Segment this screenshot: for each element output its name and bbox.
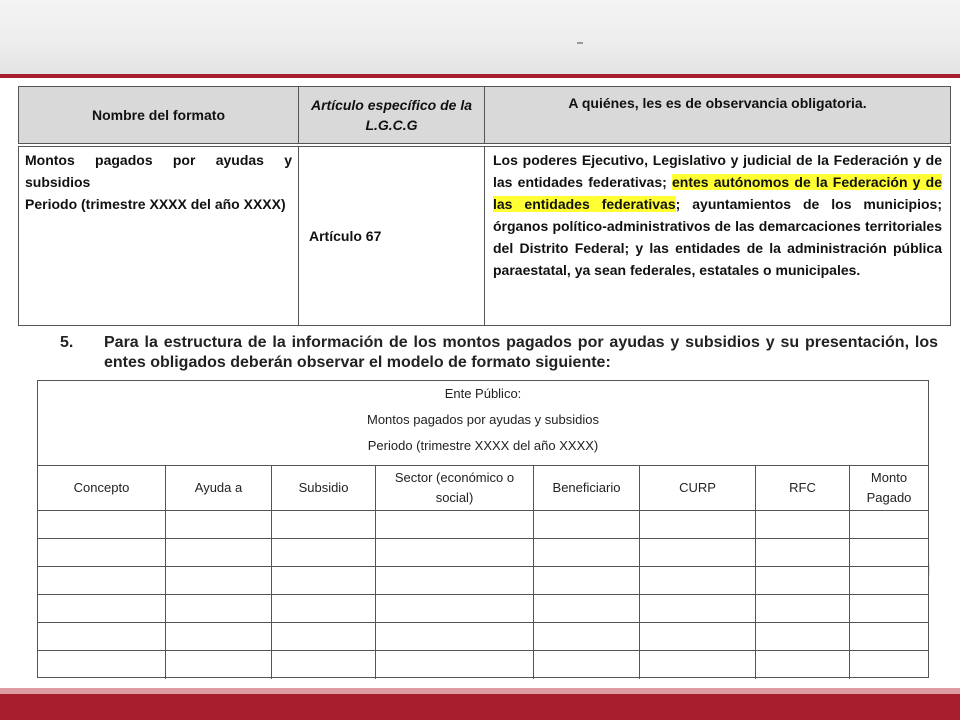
col-header-subsidio: Subsidio xyxy=(272,466,376,511)
empty-cell xyxy=(640,651,756,679)
empty-cell xyxy=(640,511,756,539)
observancia-highlight: entes autónomos de la Federación y de las entidades federativas xyxy=(493,174,943,212)
col-header-beneficiario: Beneficiario xyxy=(534,466,640,511)
empty-cell xyxy=(534,539,640,567)
top-accent-line xyxy=(0,74,960,78)
format-ente-publico: Ente Público: xyxy=(444,386,522,401)
format-grid xyxy=(38,466,928,679)
empty-cell xyxy=(166,539,272,567)
articulo-cell: Artículo 67 xyxy=(299,147,485,325)
empty-cell xyxy=(850,595,928,623)
empty-cell xyxy=(272,651,376,679)
empty-cell xyxy=(38,595,166,623)
section-text: Para la estructura de la información de los montos pagados por ayudas y subsidios y su presentación, los entes obligados deberán observar el modelo de formato siguiente: xyxy=(104,334,938,371)
empty-cell xyxy=(166,567,272,595)
empty-cell xyxy=(534,511,640,539)
empty-cell xyxy=(534,623,640,651)
empty-cell xyxy=(376,595,534,623)
nombre-cell xyxy=(19,147,299,325)
nombre-line1: Montos pagados por ayudas y subsidios xyxy=(25,152,292,190)
empty-cell xyxy=(850,623,928,651)
col-header-rfc: RFC xyxy=(756,466,850,511)
observancia-text-a: Los poderes Ejecutivo, Legislativo y judicial de la Federación y de las entidades federativas; xyxy=(493,152,942,190)
empty-cell xyxy=(850,651,928,679)
formato-header-row xyxy=(18,86,951,144)
nombre-line2: Periodo (trimestre XXXX del año XXXX) xyxy=(25,196,286,212)
empty-cell xyxy=(534,567,640,595)
empty-cell xyxy=(756,651,850,679)
empty-cell xyxy=(756,511,850,539)
empty-cell xyxy=(850,511,928,539)
empty-cell xyxy=(640,595,756,623)
empty-cell xyxy=(640,623,756,651)
col-header-curp: CURP xyxy=(640,466,756,511)
empty-cell xyxy=(38,567,166,595)
empty-cell xyxy=(166,651,272,679)
empty-cell xyxy=(376,511,534,539)
empty-cell xyxy=(376,623,534,651)
empty-cell xyxy=(756,567,850,595)
col-header-sector: Sector (económico o social) xyxy=(376,466,534,511)
header-observancia: A quiénes, les es de observancia obligatoria. xyxy=(568,95,867,111)
header-nombre: Nombre del formato xyxy=(19,87,299,143)
empty-cell xyxy=(850,567,928,595)
empty-cell xyxy=(376,539,534,567)
empty-cell xyxy=(534,595,640,623)
empty-cell xyxy=(166,511,272,539)
empty-cell xyxy=(640,539,756,567)
observancia-text-b: ; ayuntamientos de los municipios; órganos político-administrativos de las demarcaciones territoriales del Distrito Federal; y las entidades de la administración pública paraestatal, ya sean federales, estatales o municipales. xyxy=(493,196,942,278)
header-articulo: Artículo específico de la L.G.C.G xyxy=(299,87,485,143)
empty-cell xyxy=(272,623,376,651)
formato-data-row xyxy=(18,146,951,326)
top-band xyxy=(0,0,960,76)
empty-cell xyxy=(756,623,850,651)
empty-cell xyxy=(272,511,376,539)
empty-cell xyxy=(376,567,534,595)
empty-cell xyxy=(376,651,534,679)
empty-cell xyxy=(38,511,166,539)
format-subtitle: Montos pagados por ayudas y subsidios xyxy=(367,412,599,427)
empty-cell xyxy=(850,539,928,567)
bottom-accent-band xyxy=(0,694,960,720)
section-number: 5. xyxy=(60,334,74,351)
empty-cell xyxy=(38,651,166,679)
format-model-table xyxy=(37,380,929,678)
format-title-block xyxy=(38,381,928,466)
col-header-monto: Monto Pagado xyxy=(850,466,928,511)
empty-cell xyxy=(534,651,640,679)
empty-cell xyxy=(166,623,272,651)
empty-cell xyxy=(38,623,166,651)
empty-cell xyxy=(756,595,850,623)
empty-cell xyxy=(166,595,272,623)
empty-cell xyxy=(272,567,376,595)
col-header-concepto: Concepto xyxy=(38,466,166,511)
empty-cell xyxy=(272,539,376,567)
col-header-ayuda: Ayuda a xyxy=(166,466,272,511)
empty-cell xyxy=(756,539,850,567)
decorative-dash xyxy=(577,42,583,44)
empty-cell xyxy=(272,595,376,623)
empty-cell xyxy=(640,567,756,595)
empty-cell xyxy=(38,539,166,567)
format-periodo: Periodo (trimestre XXXX del año XXXX) xyxy=(367,438,599,453)
observancia-cell xyxy=(485,147,950,325)
